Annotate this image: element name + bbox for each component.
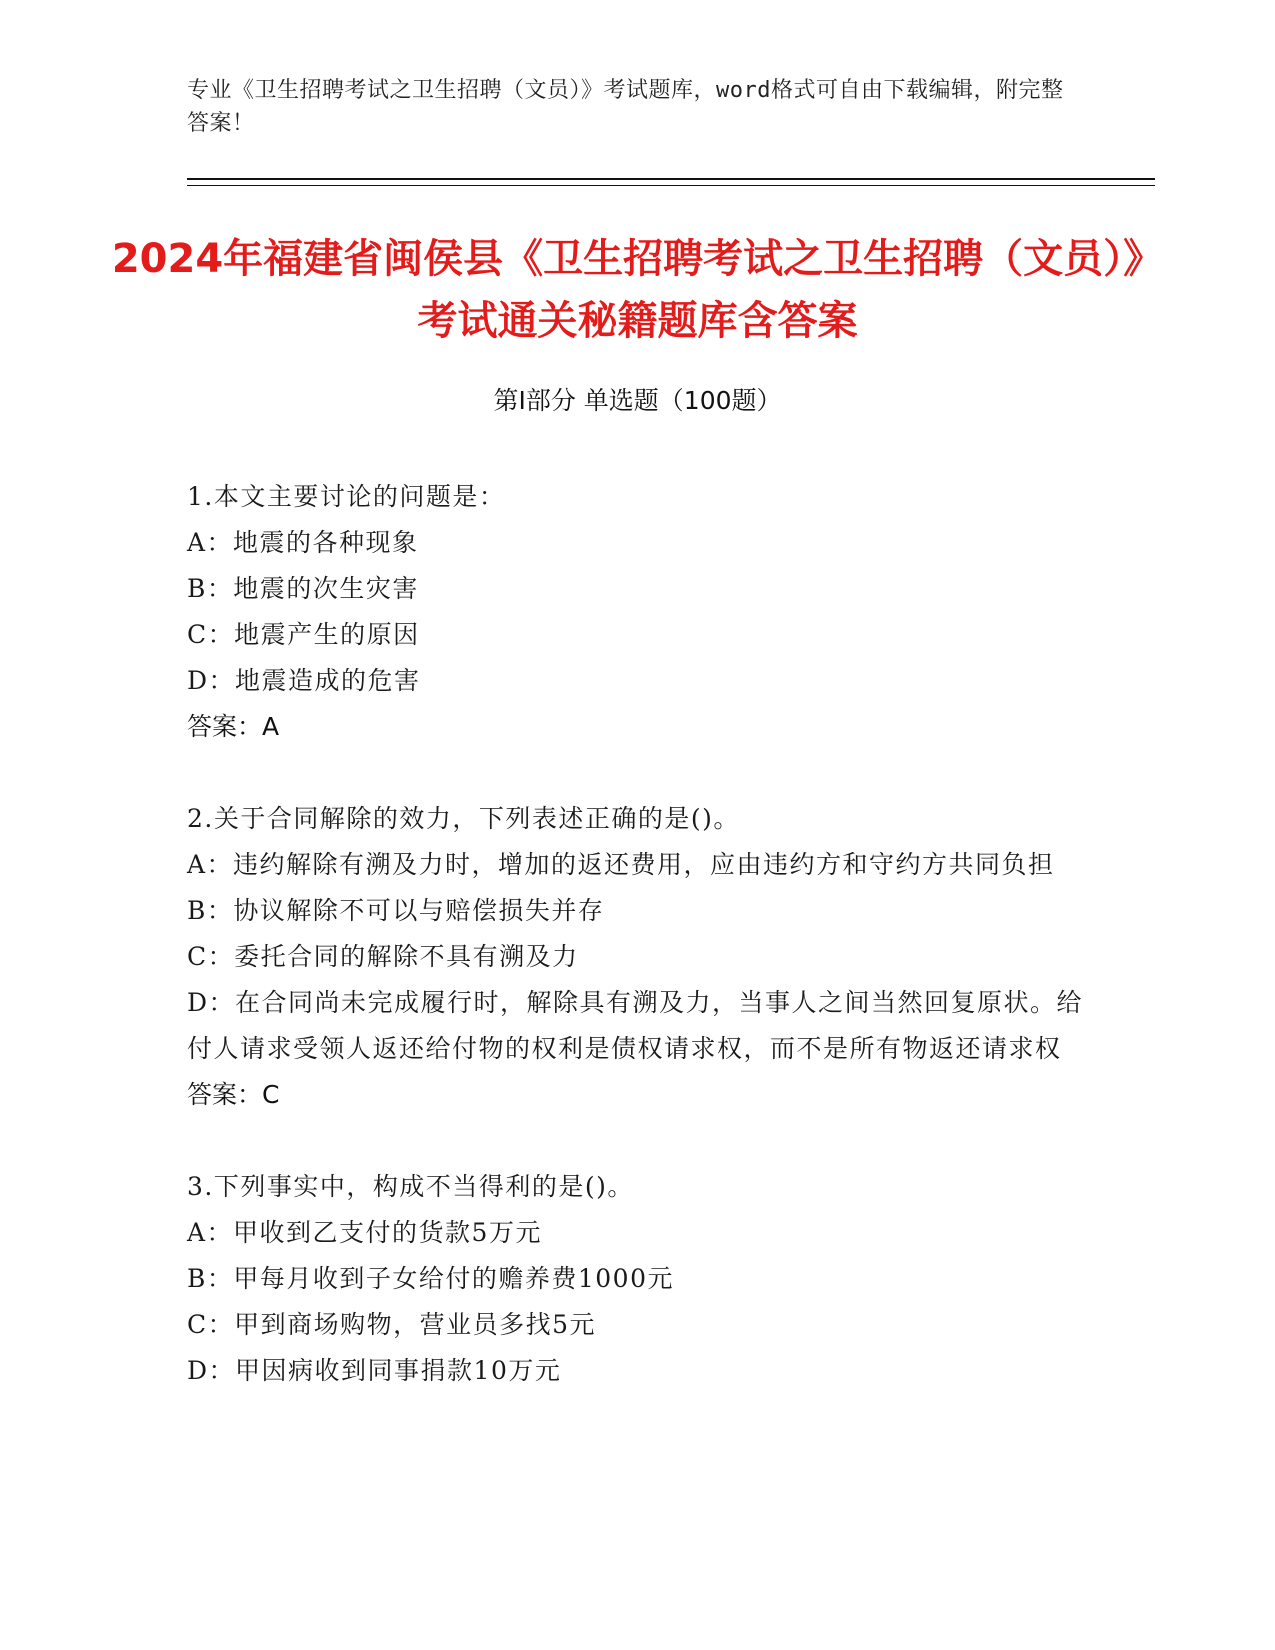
option-b: B：甲每月收到子女给付的赡养费1000元 (187, 1264, 674, 1293)
option-c: C：地震产生的原因 (187, 620, 420, 649)
option-b: B：协议解除不可以与赔偿损失并存 (187, 896, 605, 925)
option-a: A：甲收到乙支付的货款5万元 (187, 1218, 542, 1247)
question-1 (187, 474, 1087, 750)
section-title: 第I部分 单选题（100题） (493, 386, 782, 415)
document-title: 2024年福建省闽侯县《卫生招聘考试之卫生招聘（文员）》考试通关秘籍题库含答案 (111, 236, 1164, 344)
answer: 答案：A (187, 712, 280, 741)
question-list (187, 474, 1087, 1440)
header-rule-thick (187, 178, 1155, 180)
question-stem: 3.下列事实中，构成不当得利的是()。 (187, 1172, 634, 1201)
header-rule-thin (187, 185, 1155, 186)
option-d: D：在合同尚未完成履行时，解除具有溯及力，当事人之间当然回复原状。给付人请求受领人返还给付物的权利是债权请求权，而不是所有物返还请求权 (187, 988, 1084, 1063)
option-d: D：地震造成的危害 (187, 666, 421, 695)
question-stem: 2.关于合同解除的效力，下列表述正确的是()。 (187, 804, 740, 833)
answer: 答案：C (187, 1080, 280, 1109)
option-c: C：委托合同的解除不具有溯及力 (187, 942, 579, 971)
option-c: C：甲到商场购物，营业员多找5元 (187, 1310, 597, 1339)
option-a: A：违约解除有溯及力时，增加的返还费用，应由违约方和守约方共同负担 (187, 850, 1055, 879)
header-note: 专业《卫生招聘考试之卫生招聘（文员）》考试题库，word格式可自由下载编辑，附完整答案！ (187, 78, 1064, 136)
question-2 (187, 796, 1087, 1118)
option-b: B：地震的次生灾害 (187, 574, 419, 603)
option-a: A：地震的各种现象 (187, 528, 419, 557)
question-stem: 1.本文主要讨论的问题是： (187, 482, 506, 511)
option-d: D：甲因病收到同事捐款10万元 (187, 1356, 562, 1385)
question-3 (187, 1164, 1087, 1394)
